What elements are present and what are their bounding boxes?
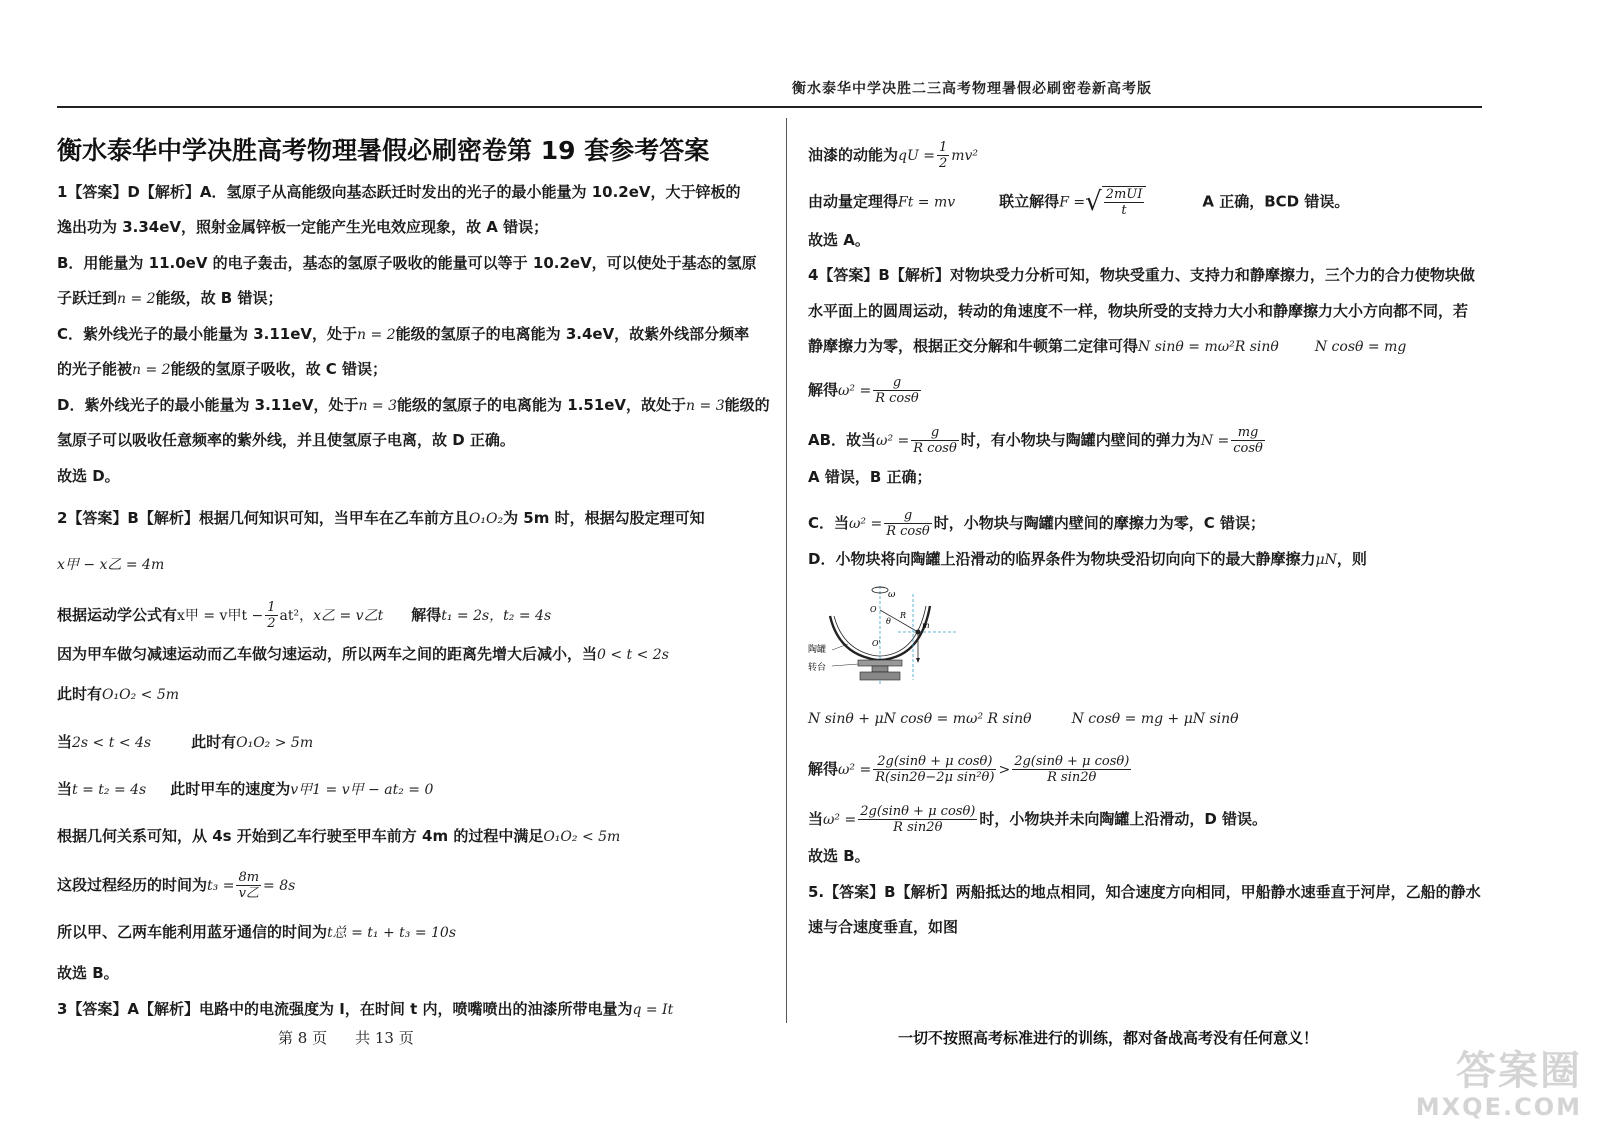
- formula: N cosθ = mg: [1314, 339, 1407, 355]
- text: 这段过程经历的时间为: [57, 876, 208, 894]
- formula: O₁O₂ < 5m: [543, 829, 621, 845]
- text: 当: [57, 733, 73, 751]
- watermark-url: MXQE.COM: [1415, 1093, 1582, 1121]
- q2-line: [57, 870, 295, 901]
- formula: ω² =: [876, 433, 910, 449]
- formula: N sinθ + μN cosθ = mω² R sinθ: [808, 711, 1032, 727]
- formula: n = 3: [686, 398, 725, 414]
- text: 时，小物块与陶罐内壁间的摩擦力为零，C 错误；: [933, 514, 1265, 532]
- formula: x甲 = v甲t −: [177, 608, 264, 624]
- q2-line: [57, 684, 179, 705]
- header-title: 衡水泰华中学决胜二三高考物理暑假必刷密卷新高考版: [792, 81, 1152, 97]
- radical-sign: √: [1085, 187, 1102, 217]
- formula: 2s < t < 4s: [72, 735, 152, 751]
- text: D．紫外线光子的最小能量为 3.11eV，处于: [57, 396, 359, 414]
- text: 4【答案】B【解析】对物块受力分析可知，物块受重力、支持力和静摩擦力，三个力的合力使物块做: [808, 266, 1475, 284]
- q2-line: [57, 644, 669, 665]
- text: 当: [57, 780, 73, 798]
- denominator: cosθ: [1233, 441, 1263, 456]
- denominator: t: [1121, 203, 1127, 218]
- formula: F =: [1059, 194, 1086, 211]
- denominator: 2: [938, 156, 948, 171]
- formula: mv²: [951, 148, 979, 164]
- q2-line: [57, 826, 620, 847]
- denominator: v乙: [238, 886, 259, 901]
- formula: O₁O₂ < 5m: [102, 687, 180, 703]
- text: 故选 D。: [57, 467, 120, 485]
- formula: x甲 − x乙 = 4m: [57, 557, 165, 573]
- text: 3【答案】A【解析】电路中的电流强度为 I，在时间 t 内，喷嘴喷出的油漆所带电量为: [57, 1000, 633, 1018]
- text: 联立解得: [999, 192, 1060, 211]
- formula: n = 3: [358, 398, 398, 414]
- q1-line: [57, 430, 515, 450]
- q1-line: [57, 217, 548, 237]
- watermark-logo: 答案圈: [1456, 1048, 1582, 1094]
- m-label: m: [922, 621, 930, 630]
- numerator: mg: [1231, 425, 1265, 441]
- text: 2【答案】B【解析】根据几何知识可知，当甲车在乙车前方且: [57, 509, 469, 527]
- fraction: [873, 754, 996, 785]
- text: 解得: [411, 606, 442, 624]
- text: 能级，故 B 错误；: [155, 289, 283, 307]
- formula: t₃ =: [207, 878, 235, 894]
- text: 解得: [808, 760, 839, 778]
- formula: ω² =: [823, 812, 857, 828]
- q1-line: [57, 466, 120, 486]
- fraction: [937, 140, 949, 171]
- column-divider: [786, 118, 787, 1023]
- text: 此时甲车的速度为: [170, 780, 291, 798]
- formula: μN: [1315, 552, 1337, 568]
- denominator: R cosθ: [886, 524, 930, 539]
- page-header: [57, 76, 1482, 108]
- denominator: R cosθ: [913, 441, 957, 456]
- text: 根据运动学公式有: [57, 606, 178, 624]
- q2-line: [57, 963, 119, 983]
- q2-line: [57, 508, 705, 529]
- numerator: 2mUI: [1105, 187, 1143, 202]
- q4-line: [808, 804, 1267, 835]
- q3-line: [808, 186, 1349, 218]
- q3-line: [808, 230, 870, 250]
- q4-line: [808, 846, 870, 866]
- formula: O₁O₂ > 5m: [236, 735, 314, 751]
- q4-line: [808, 708, 1239, 729]
- text: 氢原子可以吸收任意频率的紫外线，并且使氢原子电离，故 D 正确。: [57, 431, 515, 449]
- formula: q = It: [632, 1002, 674, 1018]
- text: A 正确，BCD 错误。: [1202, 192, 1350, 211]
- text: 5.【答案】B【解析】两船抵达的地点相同，知合速度方向相同，甲船静水速垂直于河岸，乙船的静水: [808, 883, 1481, 901]
- text: 当: [808, 810, 824, 828]
- q4-line: [808, 265, 1475, 285]
- q2-line: [57, 554, 164, 575]
- jar-label: 陶罐: [808, 645, 827, 655]
- fraction: [873, 375, 921, 406]
- formula: >: [998, 762, 1011, 778]
- fraction: [265, 600, 277, 631]
- numerator: 2g(sinθ + μ cosθ): [860, 804, 976, 819]
- text: C．紫外线光子的最小能量为 3.11eV，处于: [57, 325, 358, 343]
- formula: O₁O₂: [468, 511, 504, 527]
- fraction: [911, 425, 959, 456]
- text: A 错误，B 正确；: [808, 468, 932, 486]
- formula: n = 2: [357, 327, 396, 343]
- numerator: 1: [267, 600, 276, 615]
- text: 此时有: [57, 685, 103, 703]
- formula: t₁ = 2s，t₂ = 4s: [441, 608, 552, 624]
- denominator: R cosθ: [875, 391, 919, 406]
- formula: N =: [1200, 433, 1230, 449]
- formula: qU =: [898, 148, 935, 164]
- turntable-base: [860, 672, 900, 680]
- q5-line: [808, 917, 958, 937]
- q2-line: [57, 732, 313, 753]
- q3-line: [57, 999, 673, 1020]
- text: 能级的氢原子吸收，故 C 错误；: [170, 360, 388, 378]
- formula: ω² =: [849, 516, 883, 532]
- formula: x乙 = v乙t: [313, 608, 384, 624]
- text: D．小物块将向陶罐上沿滑动的临界条件为物块受沿切向向下的最大静摩擦力: [808, 550, 1316, 568]
- formula: ω² =: [838, 762, 872, 778]
- q4-line: [808, 754, 1133, 785]
- text: 油漆的动能为: [808, 146, 899, 164]
- square-root: [1085, 186, 1146, 218]
- numerator: g: [884, 508, 932, 524]
- text: AB．故当: [808, 431, 877, 449]
- q1-line: [57, 253, 757, 273]
- text: 能级的氢原子的电离能为 1.51eV，故处于: [397, 396, 687, 414]
- numerator: g: [911, 425, 959, 441]
- text: 故选 A。: [808, 231, 870, 249]
- q4-line: [808, 375, 923, 406]
- page-label: 第 8 页: [278, 1029, 328, 1047]
- fraction: [1104, 187, 1145, 218]
- gravity-arrowhead: [916, 658, 920, 663]
- formula: n = 2: [132, 362, 171, 378]
- watermark: [1416, 1049, 1582, 1121]
- text: 1【答案】D【解析】A．氢原子从高能级向基态跃迁时发出的光子的最小能量为 10.2eV，大于锌板的: [57, 183, 741, 201]
- turntable-label: 转台: [808, 663, 827, 673]
- fraction: [858, 804, 977, 835]
- block-dot: [916, 630, 921, 635]
- text: C．当: [808, 514, 850, 532]
- q3-line: [808, 140, 978, 171]
- text: 的光子能被: [57, 360, 133, 378]
- text: 时，小物块并未向陶罐上沿滑动，D 错误。: [979, 810, 1268, 828]
- text: 能级的氢原子的电离能为 3.4eV，故紫外线部分频率: [395, 325, 750, 343]
- document-title: 衡水泰华中学决胜高考物理暑假必刷密卷第 19 套参考答案: [57, 136, 710, 165]
- text: B．用能量为 11.0eV 的电子轰击，基态的氢原子吸收的能量可以等于 10.2eV，可以使处于基态的氢原: [57, 254, 757, 272]
- q1-line: [57, 324, 749, 345]
- text: 所以甲、乙两车能利用蓝牙通信的时间为: [57, 923, 328, 941]
- denominator: 2: [267, 616, 276, 631]
- radicand: [1102, 186, 1147, 218]
- turntable-top: [858, 660, 902, 666]
- text: 静摩擦力为零，根据正交分解和牛顿第二定律可得: [808, 337, 1139, 355]
- text: 为 5m 时，根据勾股定理可知: [503, 509, 705, 527]
- r-label: R: [900, 611, 907, 620]
- text: 水平面上的圆周运动，转动的角速度不一样，物块所受的支持力大小和静摩擦力大小方向都不同，若: [808, 302, 1469, 320]
- theta-label: θ: [886, 617, 891, 626]
- formula: = 8s: [263, 878, 296, 894]
- q4-line: [808, 467, 932, 487]
- formula: t总 = t₁ + t₃ = 10s: [327, 925, 457, 941]
- q4-line: [808, 549, 1367, 570]
- fraction: [1012, 754, 1131, 785]
- text: 时，有小物块与陶罐内壁间的弹力为: [960, 431, 1201, 449]
- denominator: R sin2θ: [1047, 770, 1097, 785]
- q2-line: [57, 922, 456, 943]
- q4-line: [808, 301, 1468, 321]
- q2-line: [57, 600, 551, 631]
- text: ，则: [1336, 550, 1367, 568]
- bowl-turntable-figure: [808, 580, 968, 690]
- table-pointer: [832, 664, 858, 666]
- turntable-stem: [872, 666, 888, 672]
- footer-motto: 一切不按照高考标准进行的训练，都对备战高考没有任何意义！: [898, 1029, 1319, 1047]
- text: 子跃迁到: [57, 289, 118, 307]
- o-prime-label: O': [872, 639, 881, 648]
- text: 能级的: [724, 396, 770, 414]
- formula: v甲1 = v甲 − at₂ = 0: [290, 782, 434, 798]
- formula: t = t₂ = 4s: [72, 782, 147, 798]
- formula: n = 2: [117, 291, 156, 307]
- text: 由动量定理得: [808, 192, 899, 211]
- text: 此时有: [191, 733, 237, 751]
- formula: N sinθ = mω²R sinθ: [1138, 339, 1279, 355]
- formula: 0 < t < 2s: [597, 647, 669, 663]
- fraction: [1231, 425, 1265, 456]
- o-label: O: [870, 605, 877, 614]
- text: 逸出功为 3.34eV，照射金属锌板一定能产生光电效应现象，故 A 错误；: [57, 218, 549, 236]
- text: 根据几何关系可知，从 4s 开始到乙车行驶至甲车前方 4m 的过程中满足: [57, 827, 544, 845]
- text: 因为甲车做匀减速运动而乙车做匀速运动，所以两车之间的距离先增大后减小，当: [57, 645, 598, 663]
- numerator: 2g(sinθ + μ cosθ): [1014, 754, 1130, 769]
- total-pages-label: 共 13 页: [355, 1029, 414, 1047]
- formula: Ft = mv: [898, 194, 956, 211]
- q4-line: [808, 425, 1267, 456]
- q1-line: [57, 395, 770, 416]
- q4-line: [808, 336, 1406, 357]
- q4-line: [808, 508, 1265, 539]
- text: 故选 B。: [57, 964, 119, 982]
- q5-line: [808, 882, 1481, 902]
- q2-line: [57, 779, 433, 800]
- text: 故选 B。: [808, 847, 870, 865]
- formula: N cosθ = mg + μN sinθ: [1071, 711, 1239, 727]
- formula: ω² =: [838, 383, 872, 399]
- numerator: 1: [938, 140, 948, 155]
- fraction: [236, 870, 261, 901]
- denominator: R sin2θ: [893, 820, 943, 835]
- text: 解得: [808, 381, 839, 399]
- numerator: 2g(sinθ + μ cosθ): [873, 754, 996, 770]
- page-number: [278, 1027, 442, 1048]
- formula: at²，: [279, 608, 314, 624]
- omega-label: ω: [888, 590, 896, 600]
- numerator: g: [873, 375, 921, 391]
- q1-line: [57, 288, 282, 309]
- q1-line: [57, 359, 387, 380]
- text: 速与合速度垂直，如图: [808, 918, 959, 936]
- numerator: 8m: [238, 870, 260, 885]
- denominator: R(sin2θ−2μ sin²θ): [875, 770, 995, 785]
- q1-line: [57, 182, 741, 202]
- fraction: [884, 508, 932, 539]
